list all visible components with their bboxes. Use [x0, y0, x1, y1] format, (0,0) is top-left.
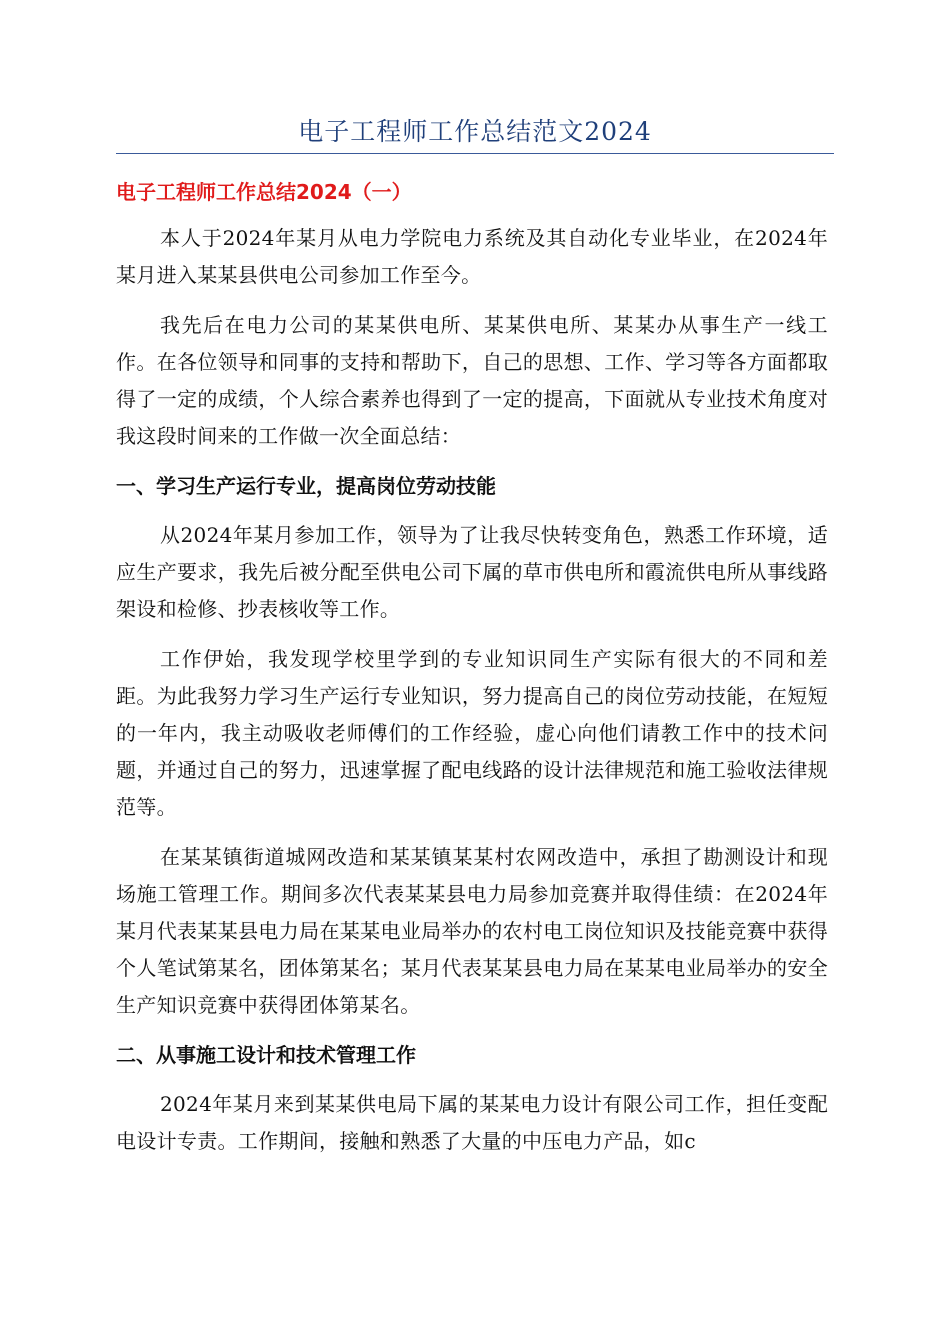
paragraph-intro-2: 我先后在电力公司的某某供电所、某某供电所、某某办从事生产一线工作。在各位领导和同事的支持和帮助下，自己的思想、工作、学习等各方面都取得了一定的成绩，个人综合素养也得到了一定的提高，下面就从专业技术角度对我这段时间来的工作做一次全面总结： — [116, 313, 828, 448]
paragraph-intro-1: 本人于2024年某月从电力学院电力系统及其自动化专业毕业，在2024年某月进入某某县供电公司参加工作至今。 — [116, 226, 828, 287]
document-body — [116, 174, 828, 1173]
section1-paragraph-3: 在某某镇街道城网改造和某某镇某某村农网改造中，承担了勘测设计和现场施工管理工作。期间多次代表某某县电力局参加竞赛并取得佳绩：在2024年某月代表某某县电力局在某某电业局举办的农村电工岗位知识及技能竞赛中获得个人笔试第某名，团体第某名；某月代表某某县电力局在某某电业局举办的安全生产知识竞赛中获得团体第某名。 — [116, 845, 828, 1017]
section1-paragraph-2: 工作伊始，我发现学校里学到的专业知识同生产实际有很大的不同和差距。为此我努力学习生产运行专业知识，努力提高自己的岗位劳动技能，在短短的一年内，我主动吸收老师傅们的工作经验，虚心向他们请教工作中的技术问题，并通过自己的努力，迅速掌握了配电线路的设计法律规范和施工验收法律规范等。 — [116, 647, 828, 819]
document-subtitle: 电子工程师工作总结2024（一） — [116, 180, 412, 204]
section1-paragraph-1: 从2024年某月参加工作，领导为了让我尽快转变角色，熟悉工作环境，适应生产要求，我先后被分配至供电公司下属的草市供电所和霞流供电所从事线路架设和检修、抄表核收等工作。 — [116, 523, 828, 621]
title-underline — [116, 153, 834, 154]
document-title: 电子工程师工作总结范文2024 — [298, 117, 652, 146]
section2-paragraph-1: 2024年某月来到某某供电局下属的某某电力设计有限公司工作，担任变配电设计专责。工作期间，接触和熟悉了大量的中压电力产品，如c — [116, 1092, 828, 1153]
section-heading-1: 一、学习生产运行专业，提高岗位劳动技能 — [116, 474, 496, 498]
section-heading-2: 二、从事施工设计和技术管理工作 — [116, 1043, 416, 1067]
